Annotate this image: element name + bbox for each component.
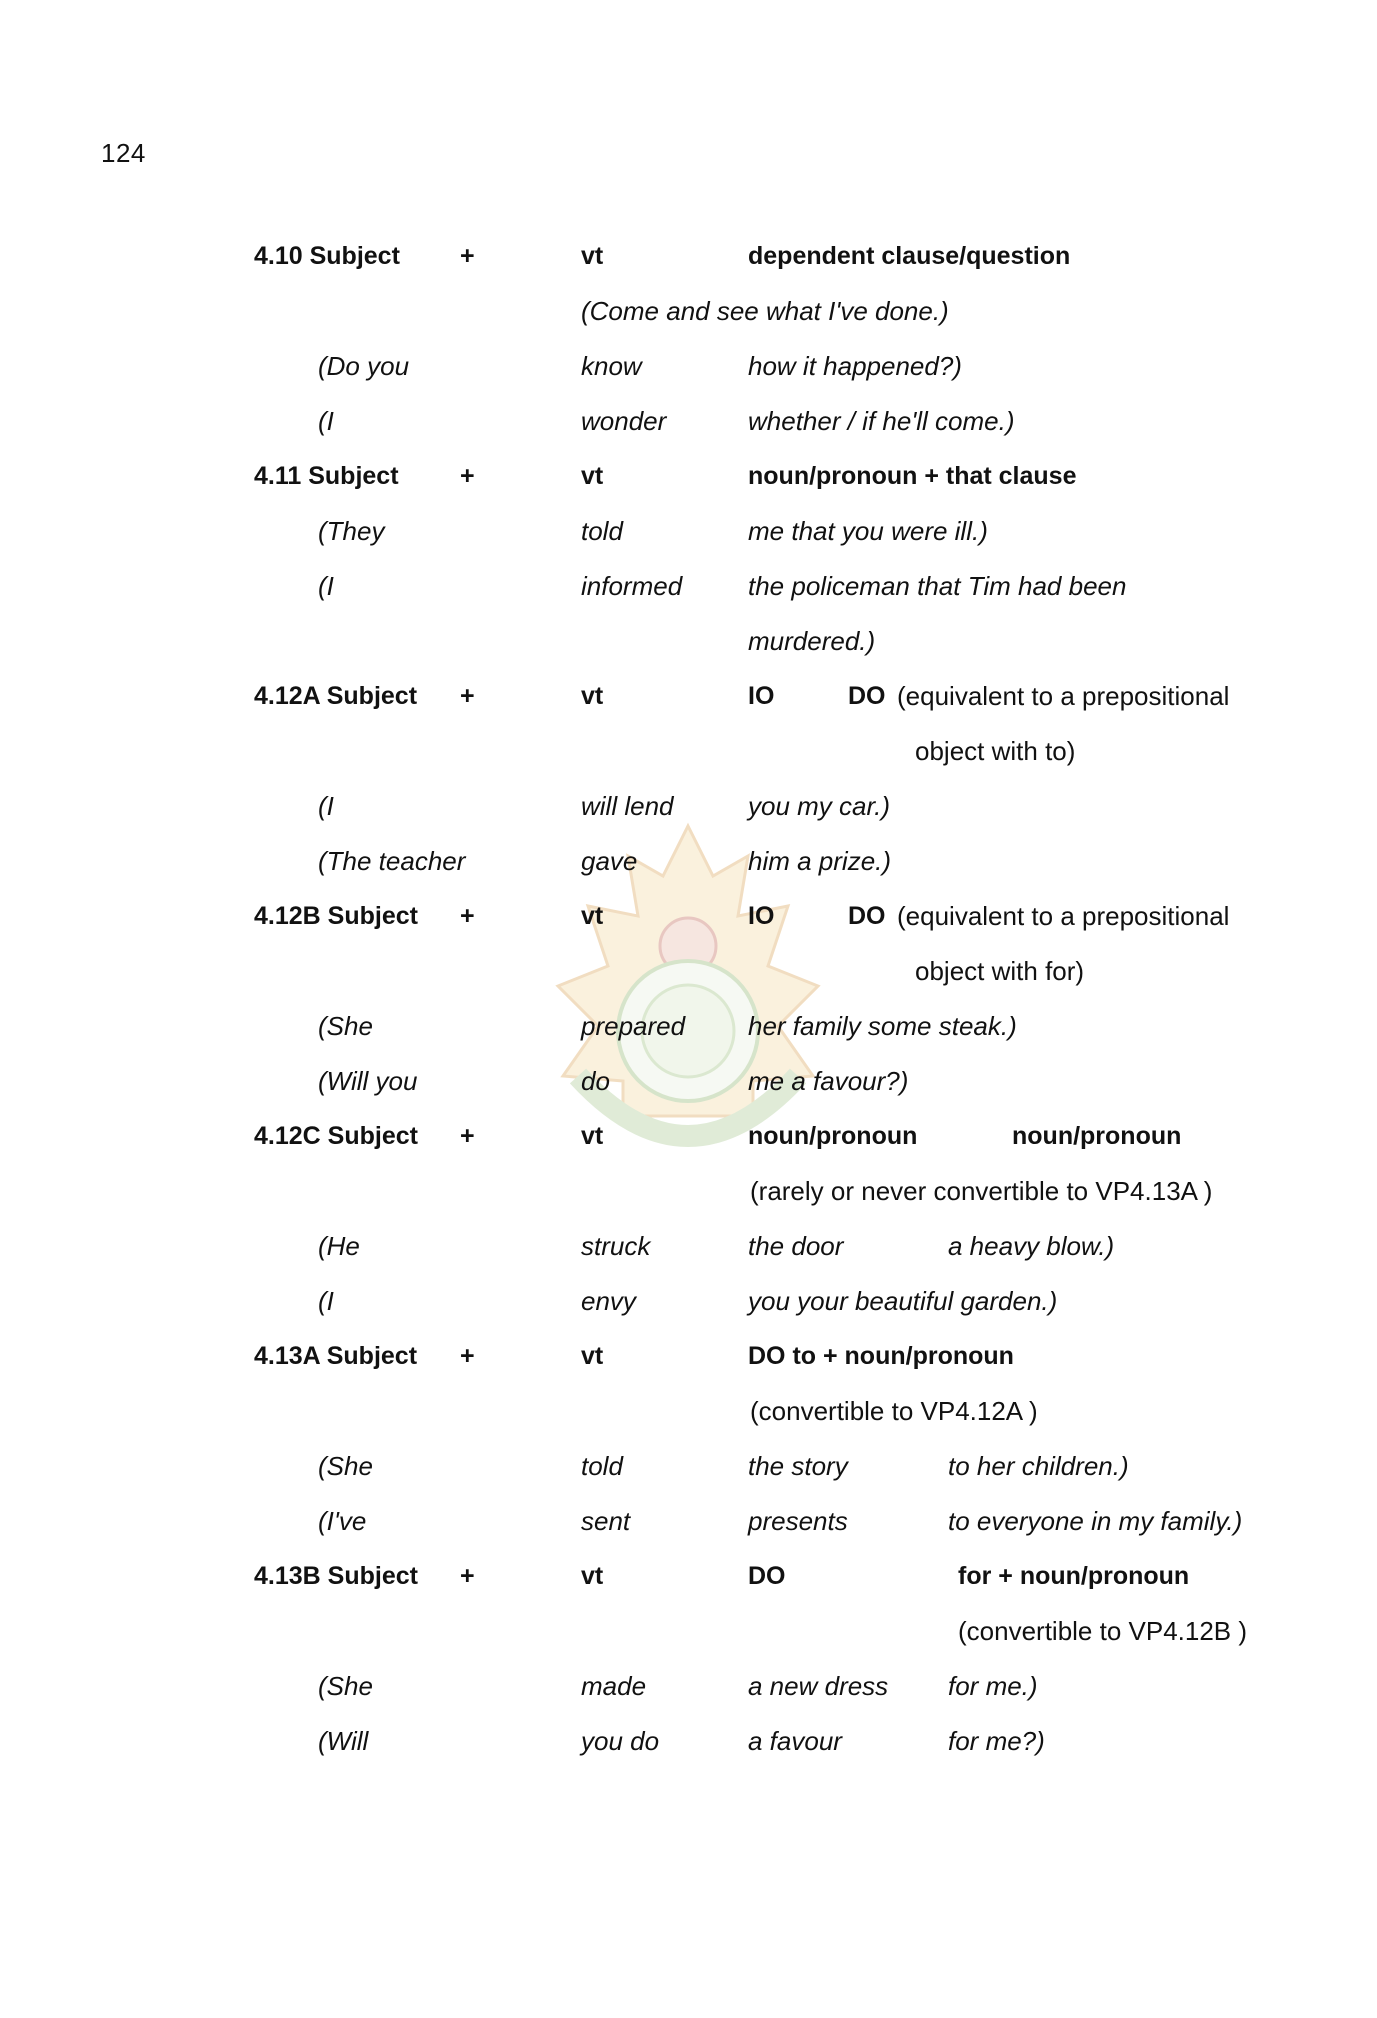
vt-label: vt <box>581 242 604 270</box>
pattern-complement-2: noun/pronoun <box>1012 1122 1182 1150</box>
table-row <box>0 841 1377 881</box>
example-subject: (The teacher <box>318 846 466 876</box>
table-row <box>0 456 1377 496</box>
example-subject: (I <box>318 1286 334 1316</box>
example-object: a new dress <box>748 1671 889 1701</box>
table-row <box>0 1171 1377 1211</box>
table-row <box>0 236 1377 276</box>
example-object-2: to everyone in my family.) <box>948 1506 1243 1536</box>
example-verb: prepared <box>581 1011 686 1041</box>
convertible-note: (rarely or never convertible to VP4.13A ) <box>750 1176 1213 1206</box>
convertible-note: (convertible to VP4.12A ) <box>750 1396 1038 1426</box>
io-label: IO <box>748 682 775 710</box>
object-note: object with for) <box>915 956 1085 986</box>
table-row <box>0 1556 1377 1596</box>
example-object: him a prize.) <box>748 846 892 876</box>
pattern-complement: noun/pronoun + that clause <box>748 462 1077 490</box>
example-object: how it happened?) <box>748 351 962 381</box>
example-object: me that you were ill.) <box>748 516 988 546</box>
table-row <box>0 511 1377 551</box>
table-row <box>0 676 1377 716</box>
example-object-2: for me?) <box>948 1726 1045 1756</box>
example-subject: (I've <box>318 1506 367 1536</box>
example-verb: will lend <box>581 791 674 821</box>
example-object: me a favour?) <box>748 1066 909 1096</box>
example-subject: (Will <box>318 1726 369 1756</box>
table-row <box>0 1501 1377 1541</box>
example-verb: you do <box>581 1726 660 1756</box>
pattern-complement: DO to + noun/pronoun <box>748 1342 1014 1370</box>
convertible-note: (convertible to VP4.12B ) <box>958 1616 1248 1646</box>
pattern-label: 4.12A Subject <box>254 682 418 710</box>
page-number: 124 <box>101 138 146 168</box>
example-object: presents <box>748 1506 848 1536</box>
table-row <box>0 346 1377 386</box>
example-verb: sent <box>581 1506 631 1536</box>
example-object: the policeman that Tim had been <box>748 571 1127 601</box>
table-row <box>0 1116 1377 1156</box>
example-object: her family some steak.) <box>748 1011 1017 1041</box>
io-label: IO <box>748 902 775 930</box>
example-subject: (I <box>318 406 334 436</box>
table-row <box>0 1061 1377 1101</box>
table-row <box>0 1721 1377 1761</box>
example-object: the story <box>748 1451 848 1481</box>
table-row <box>0 731 1377 771</box>
pattern-label: 4.13A Subject <box>254 1342 418 1370</box>
example-subject: (Will you <box>318 1066 418 1096</box>
vt-label: vt <box>581 682 604 710</box>
table-row <box>0 786 1377 826</box>
example-verb: do <box>581 1066 610 1096</box>
example-object: you your beautiful garden.) <box>748 1286 1058 1316</box>
plus-sign: + <box>460 1562 475 1590</box>
do-label: DO <box>848 902 886 930</box>
example-object: a favour <box>748 1726 842 1756</box>
equivalence-note: (equivalent to a prepositional <box>897 901 1230 931</box>
plus-sign: + <box>460 462 475 490</box>
example-subject: (Do you <box>318 351 410 381</box>
vt-label: vt <box>581 462 604 490</box>
example-subject: (He <box>318 1231 360 1261</box>
table-row <box>0 291 1377 331</box>
pattern-complement: noun/pronoun <box>748 1122 918 1150</box>
pattern-label: 4.10 Subject <box>254 242 400 270</box>
example-verb: informed <box>581 571 683 601</box>
table-row <box>0 621 1377 661</box>
plus-sign: + <box>460 902 475 930</box>
example-subject: (They <box>318 516 385 546</box>
table-row <box>0 1336 1377 1376</box>
vt-label: vt <box>581 1122 604 1150</box>
plus-sign: + <box>460 1122 475 1150</box>
example-verb: know <box>581 351 642 381</box>
equivalence-note: (equivalent to a prepositional <box>897 681 1230 711</box>
example-object: whether / if he'll come.) <box>748 406 1015 436</box>
example-subject: (She <box>318 1671 373 1701</box>
pattern-label: 4.12C Subject <box>254 1122 418 1150</box>
example-object-2: a heavy blow.) <box>948 1231 1115 1261</box>
example-subject: (She <box>318 1011 373 1041</box>
example-verb: told <box>581 1451 623 1481</box>
plus-sign: + <box>460 242 475 270</box>
example-verb: told <box>581 516 623 546</box>
pattern-complement-2: for + noun/pronoun <box>958 1562 1190 1590</box>
table-row <box>0 951 1377 991</box>
table-row <box>0 566 1377 606</box>
example-verb: struck <box>581 1231 651 1261</box>
table-row <box>0 1611 1377 1651</box>
vt-label: vt <box>581 902 604 930</box>
do-label: DO <box>848 682 886 710</box>
example-subject: (I <box>318 791 334 821</box>
table-row <box>0 401 1377 441</box>
example-verb: made <box>581 1671 647 1701</box>
table-row <box>0 1006 1377 1046</box>
table-row <box>0 1391 1377 1431</box>
example-subject: (She <box>318 1451 373 1481</box>
example-sentence: (Come and see what I've done.) <box>581 296 949 326</box>
pattern-label: 4.12B Subject <box>254 902 418 930</box>
example-object: murdered.) <box>748 626 876 656</box>
example-verb: gave <box>581 846 638 876</box>
vt-label: vt <box>581 1342 604 1370</box>
vt-label: vt <box>581 1562 604 1590</box>
table-row <box>0 1446 1377 1486</box>
object-note: object with to) <box>915 736 1076 766</box>
example-object: the door <box>748 1231 844 1261</box>
example-verb: wonder <box>581 406 667 436</box>
table-row <box>0 1666 1377 1706</box>
table-row <box>0 1226 1377 1266</box>
table-row <box>0 896 1377 936</box>
plus-sign: + <box>460 1342 475 1370</box>
example-object-2: for me.) <box>948 1671 1038 1701</box>
example-subject: (I <box>318 571 334 601</box>
example-object: you my car.) <box>748 791 891 821</box>
example-verb: envy <box>581 1286 636 1316</box>
plus-sign: + <box>460 682 475 710</box>
pattern-complement: DO <box>748 1562 786 1590</box>
table-row <box>0 1281 1377 1321</box>
pattern-label: 4.13B Subject <box>254 1562 418 1590</box>
pattern-complement: dependent clause/question <box>748 242 1071 270</box>
example-object-2: to her children.) <box>948 1451 1129 1481</box>
pattern-label: 4.11 Subject <box>254 462 399 490</box>
